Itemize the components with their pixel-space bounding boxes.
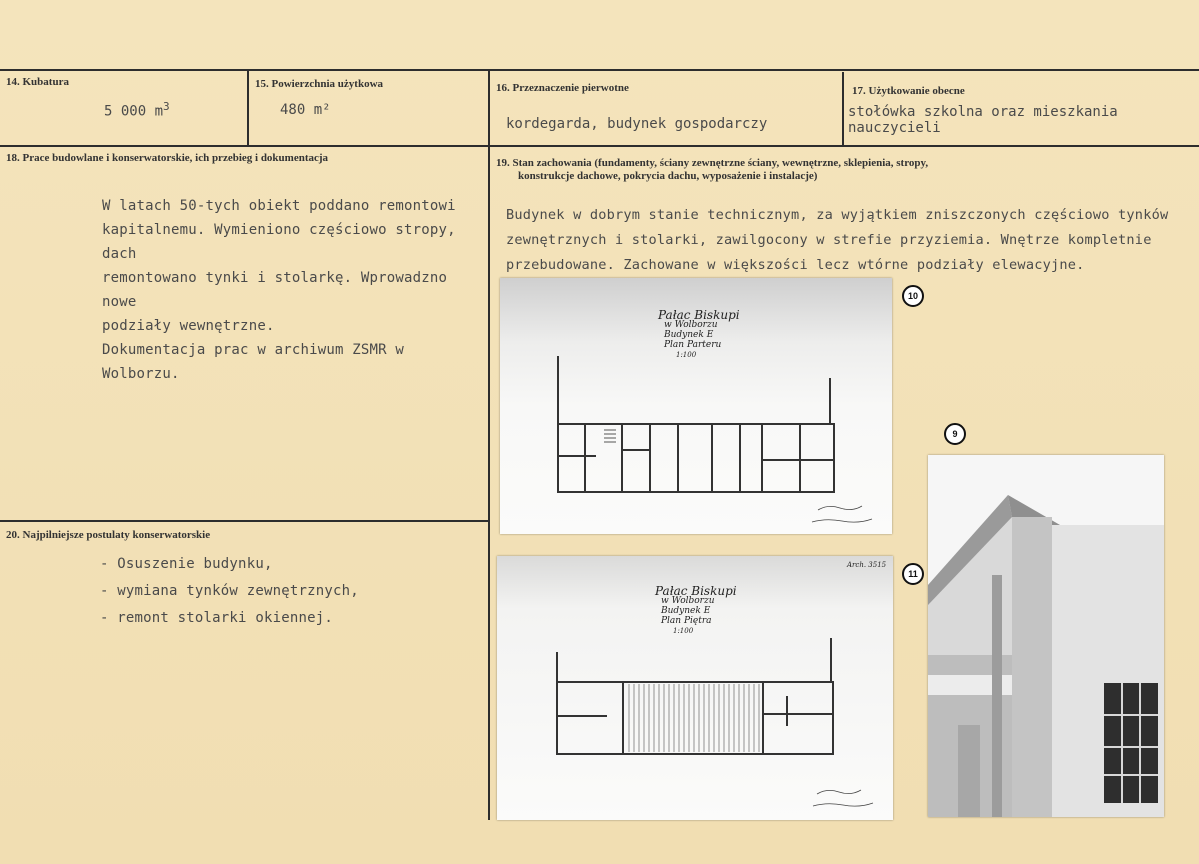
building-facade-photo — [928, 455, 1164, 817]
field-18-text — [102, 194, 487, 386]
plan-title-line: Plan Piętra — [661, 616, 712, 626]
field-20-item: - Osuszenie budynku, — [100, 556, 273, 572]
plan-title-line: Budynek E — [661, 606, 711, 616]
field-14-number: 5 000 m — [104, 103, 164, 120]
field-19-line: przebudowane. Zachowane w większości lecz wtórne podziały elewacyjne. — [506, 257, 1085, 273]
field-18-label: 18. Prace budowlane i konserwatorskie, ich przebieg i dokumentacja — [6, 152, 329, 164]
plan-title-line: Pałac Biskupi — [658, 308, 740, 322]
plan-title-line: w Wolborzu — [664, 320, 718, 330]
field-20-list — [100, 551, 480, 632]
field-15-value: 480 m² — [280, 102, 331, 118]
mid-rule — [0, 145, 1199, 147]
field-19-line: Budynek w dobrym stanie technicznym, za wyjątkiem zniszczonych częściowo tynków — [506, 207, 1169, 223]
field-17-label: 17. Użytkowanie obecne — [852, 85, 965, 97]
floor-plan-drawing — [497, 556, 893, 820]
field-14-value — [104, 100, 170, 120]
field-14-label: 14. Kubatura — [6, 76, 69, 88]
field-15-label: 15. Powierzchnia użytkowa — [255, 78, 384, 90]
plan-scale: 1:100 — [676, 351, 697, 359]
plan-title-line: Budynek E — [664, 330, 714, 340]
field-18-line: Dokumentacja prac w archiwum ZSMR w Wolborzu. — [102, 342, 405, 382]
field-18-line: kapitalnemu. Wymieniono częściowo stropy, dach — [102, 222, 456, 262]
top-rule — [0, 69, 1199, 71]
archive-number: Arch. 3515 — [847, 561, 887, 569]
field-19-line: zewnętrznych i stolarki, zawilgocony w strefie przyziemia. Wnętrze kompletnie — [506, 232, 1152, 248]
field-17-value-line2: nauczycieli — [848, 120, 941, 136]
divider-16-17 — [842, 72, 844, 146]
plan-title-line: w Wolborzu — [661, 596, 715, 606]
divider-15-16 — [488, 70, 490, 820]
divider-14-15 — [247, 70, 249, 146]
field-18-line: podziały wewnętrzne. — [102, 318, 275, 334]
section20-rule — [0, 520, 489, 522]
field-20-item: - wymiana tynków zewnętrznych, — [100, 583, 359, 599]
field-20-item: - remont stolarki okiennej. — [100, 610, 333, 626]
facade-image — [928, 455, 1164, 817]
floor-plan-photo-upper — [497, 556, 893, 820]
floor-plan-drawing — [500, 278, 892, 534]
field-20-label: 20. Najpilniejsze postulaty konserwatorskie — [6, 529, 211, 541]
field-17-value-line1: stołówka szkolna oraz mieszkania — [848, 104, 1118, 120]
floor-plan-photo-ground — [500, 278, 892, 534]
field-19-text — [506, 203, 1176, 278]
field-19-label-line1: 19. Stan zachowania (fundamenty, ściany zewnętrzne ściany, wewnętrzne, sklepienia, stropy, — [496, 157, 929, 169]
photo-number-badge: 9 — [944, 423, 966, 445]
field-16-label: 16. Przeznaczenie pierwotne — [496, 82, 629, 94]
field-19-label-line2: konstrukcje dachowe, pokrycia dachu, wyposażenie i instalacje) — [518, 170, 818, 182]
plan-scale: 1:100 — [673, 627, 694, 635]
field-14-unit-exponent: 3 — [163, 100, 170, 113]
photo-number-badge: 10 — [902, 285, 924, 307]
field-18-line: W latach 50-tych obiekt poddano remontowi — [102, 198, 456, 214]
field-18-line: remontowano tynki i stolarkę. Wprowadzno nowe — [102, 270, 448, 310]
photo-number-badge: 11 — [902, 563, 924, 585]
plan-title-line: Plan Parteru — [664, 340, 722, 350]
field-16-value: kordegarda, budynek gospodarczy — [506, 116, 768, 132]
plan-title-line: Pałac Biskupi — [655, 584, 737, 598]
